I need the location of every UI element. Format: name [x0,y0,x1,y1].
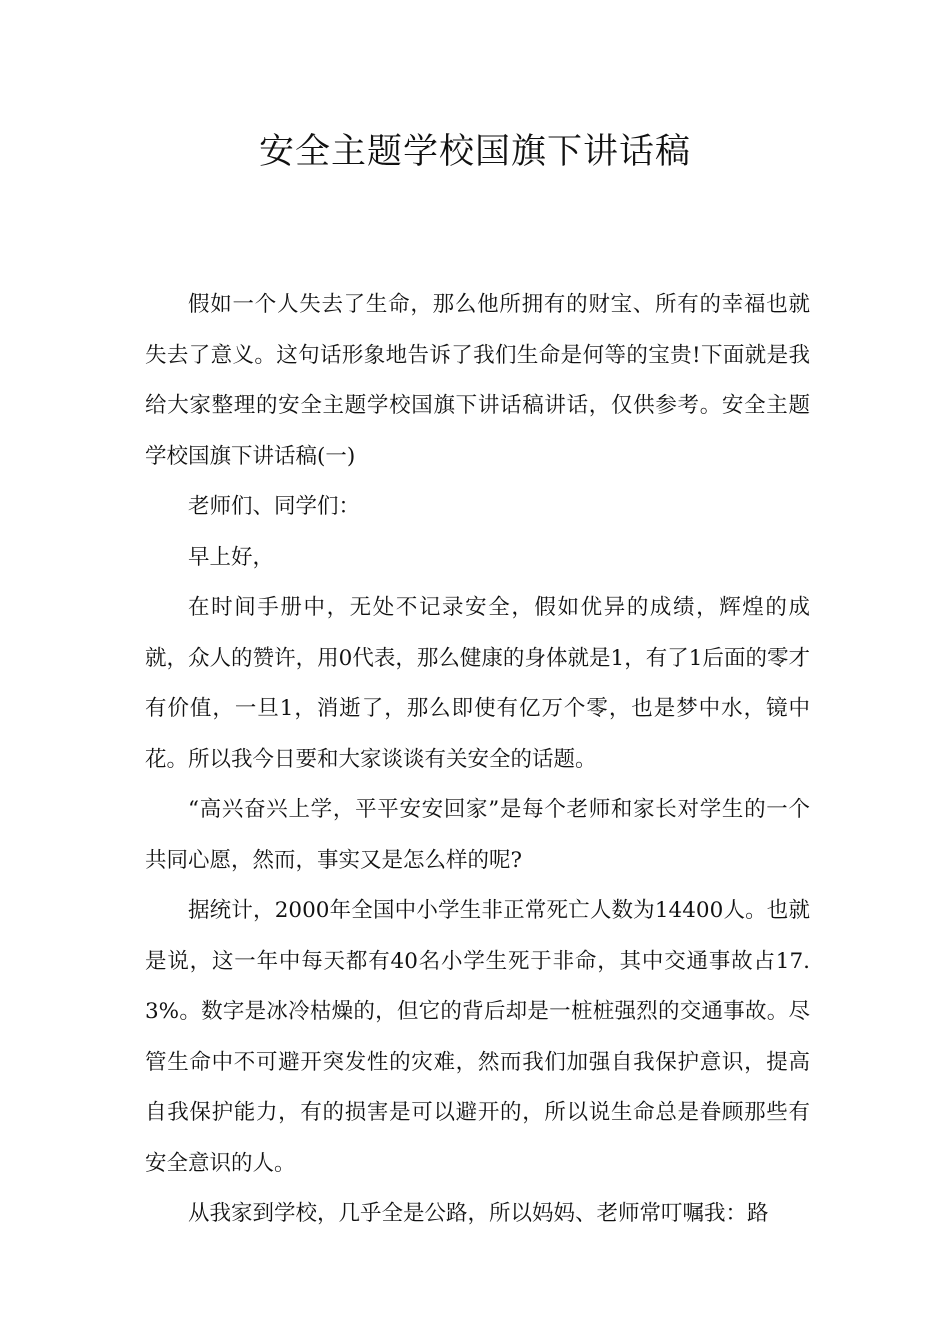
paragraph-wish: “高兴奋兴上学，平平安安回家”是每个老师和家长对学生的一个共同心愿，然而，事实又是怎么样的呢? [145,797,810,873]
paragraph-time-handbook: 在时间手册中，无处不记录安全，假如优异的成绩，辉煌的成就，众人的赞许，用0代表，那么健康的身体就是1，有了1后面的零才有价值，一旦1，消逝了，那么即使有亿万个零，也是梦中水，镜中花。所以我今日要和大家谈谈有关安全的话题。 [145,595,810,772]
paragraph-intro: 假如一个人失去了生命，那么他所拥有的财宝、所有的幸福也就失去了意义。这句话形象地告诉了我们生命是何等的宝贵!下面就是我给大家整理的安全主题学校国旗下讲话稿讲话，仅供参考。安全主题学校国旗下讲话稿(一) [145,292,810,469]
paragraph-road: 从我家到学校，几乎全是公路，所以妈妈、老师常叮嘱我：路 [188,1201,769,1226]
paragraph-statistics: 据统计，2000年全国中小学生非正常死亡人数为14400人。也就是说，这一年中每天都有40名小学生死于非命，其中交通事故占17.3%。数字是冰冷枯燥的，但它的背后却是一桩桩强烈的交通事故。尽管生命中不可避开突发性的灾难，然而我们加强自我保护意识，提高自我保护能力，有的损害是可以避开的，所以说生命总是眷顾那些有安全意识的人。 [145,898,810,1176]
document-body [145,280,810,1240]
document-title: 安全主题学校国旗下讲话稿 [258,132,691,172]
paragraph-greeting: 早上好， [188,544,275,570]
paragraph-salutation: 老师们、同学们： [188,494,361,519]
